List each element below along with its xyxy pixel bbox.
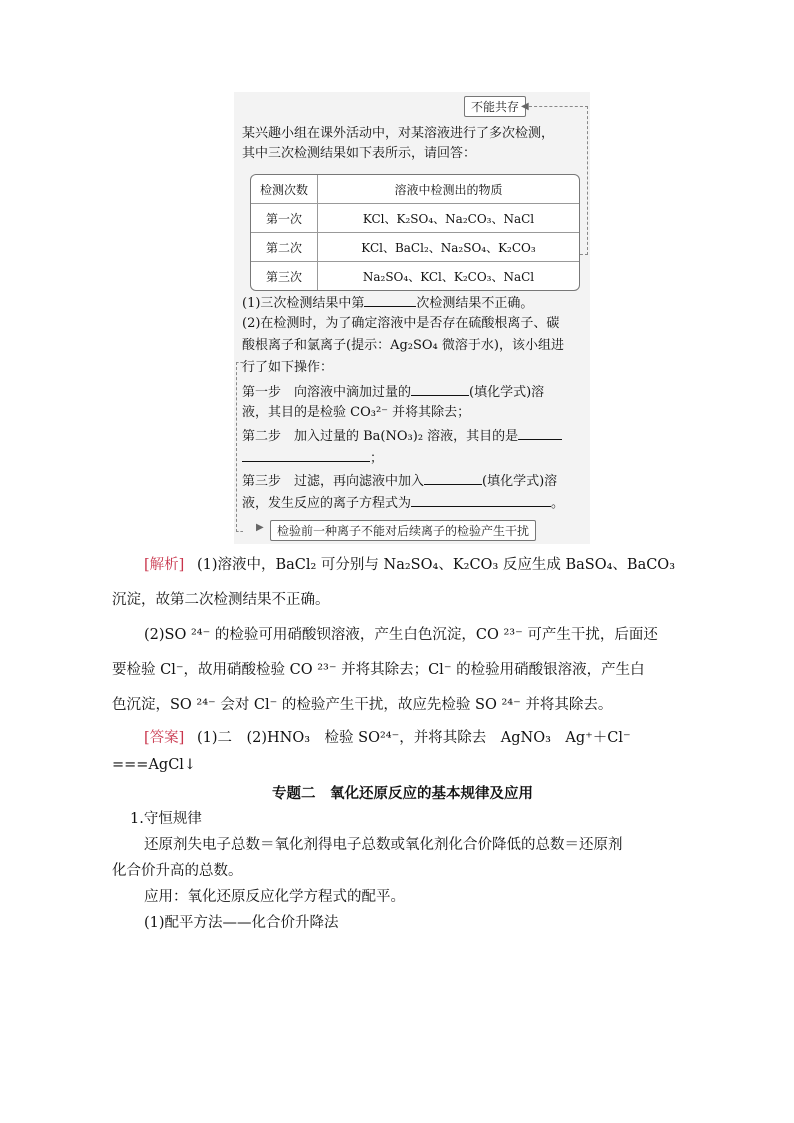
answer-line-1 — [144, 723, 631, 753]
table-header-cell: 检测次数 — [251, 175, 318, 204]
question-figure — [234, 92, 590, 544]
table-row — [251, 204, 579, 233]
answer-line-2: ===AgCl↓ — [112, 757, 197, 773]
question-2-line-3: 行了如下操作： — [242, 360, 334, 375]
table-cell: 第一次 — [251, 204, 318, 233]
table-row — [251, 233, 579, 262]
step-3-text: (填化学式)溶 — [482, 474, 558, 489]
callout-interference: 检验前一种离子不能对后续离子的检验产生干扰 — [270, 520, 536, 541]
intro-line-2: 其中三次检测结果如下表所示，请回答： — [242, 146, 477, 161]
answer-blank — [242, 447, 370, 462]
analysis-line-4: 要检验 Cl⁻，故用硝酸检验 CO ²³⁻ 并将其除去；Cl⁻ 的检验用硝酸银溶液，产生白 — [112, 662, 645, 678]
step-3-text: 第三步 过滤，再向滤液中加入 — [242, 474, 425, 489]
answer-label: [答案] — [144, 730, 185, 746]
table-row — [251, 262, 579, 290]
table-header-cell: 溶液中检测出的物质 — [318, 175, 579, 204]
answer-blank — [424, 470, 482, 485]
question-1-text: (1)三次检测结果中第 — [242, 296, 365, 311]
table-cell: Na₂SO₄、KCl、K₂CO₃、NaCl — [362, 269, 535, 284]
section-title: 专题二 氧化还原反应的基本规律及应用 — [272, 785, 533, 802]
section-subheading: 1.守恒规律 — [130, 811, 202, 827]
step-1 — [242, 381, 544, 403]
step-1-text: (填化学式)溶 — [469, 385, 545, 400]
analysis-line-5: 色沉淀，SO ²⁴⁻ 会对 Cl⁻ 的检验产生干扰，故应先检验 SO ²⁴⁻ 并将其除去。 — [112, 697, 613, 713]
question-1 — [242, 292, 533, 314]
table-cell: KCl、BaCl₂、Na₂SO₄、K₂CO₃ — [318, 233, 579, 262]
step-3-text: 液，发生反应的离子方程式为 — [242, 496, 412, 511]
table-cell: 第三次 — [251, 262, 318, 290]
answer-blank — [364, 292, 416, 307]
paragraph-line-2: 化合价升高的总数。 — [112, 863, 243, 879]
detection-table — [250, 174, 580, 291]
question-2-line-2: 酸根离子和氯离子(提示：Ag₂SO₄ 微溶于水)，该小组进 — [242, 338, 564, 353]
analysis-text: (1)溶液中，BaCl₂ 可分别与 Na₂SO₄、K₂CO₃ 反应生成 BaSO₄、BaCO₃ — [196, 557, 676, 573]
paragraph-line-1: 还原剂失电子总数＝氧化剂得电子总数或氧化剂化合价降低的总数＝还原剂 — [144, 837, 623, 853]
question-1-text: 次检测结果不正确。 — [416, 296, 534, 311]
paragraph-method: (1)配平方法——化合价升降法 — [144, 915, 339, 931]
step-2-line-2 — [242, 447, 383, 469]
callout-connector-bottom — [236, 362, 243, 532]
table-cell: 第二次 — [251, 233, 318, 262]
question-2-line-1: (2)在检测时，为了确定溶液中是否存在硫酸根离子、碳 — [242, 316, 560, 331]
step-1-text: 第一步 向溶液中滴加过量的 — [242, 385, 412, 400]
step-2 — [242, 425, 562, 447]
step-2-text: 第二步 加入过量的 Ba(NO₃)₂ 溶液，其目的是 — [242, 429, 519, 444]
table-header-row — [251, 175, 579, 204]
analysis-label: [解析] — [144, 557, 185, 573]
answer-blank — [411, 381, 469, 396]
arrow-left-icon: ◀ — [521, 101, 529, 112]
step-3-line-2 — [242, 492, 564, 514]
answer-text: (1)二 (2)HNO₃ 检验 SO²⁴⁻，并将其除去 AgNO₃ Ag⁺＋Cl⁻ — [196, 730, 631, 746]
arrow-right-icon: ▶ — [256, 522, 264, 533]
step-1-line-2: 液，其目的是检验 CO₃²⁻ 并将其除去； — [242, 405, 471, 420]
answer-blank — [411, 492, 551, 507]
intro-line-1: 某兴趣小组在课外活动中，对某溶液进行了多次检测， — [242, 126, 555, 141]
callout-not-coexist: 不能共存 — [464, 96, 526, 117]
step-3 — [242, 470, 557, 492]
step-2-text: ； — [370, 451, 384, 466]
answer-blank — [518, 425, 562, 440]
analysis-line-2: 沉淀，故第二次检测结果不正确。 — [112, 592, 330, 608]
analysis-line-1 — [144, 548, 675, 583]
analysis-line-3: (2)SO ²⁴⁻ 的检验可用硝酸钡溶液，产生白色沉淀，CO ²³⁻ 可产生干扰，后面还 — [144, 627, 658, 643]
table-cell: KCl、K₂SO₄、Na₂CO₃、NaCl — [318, 204, 579, 233]
paragraph-application: 应用：氧化还原反应化学方程式的配平。 — [144, 889, 405, 905]
step-3-text: 。 — [551, 496, 565, 511]
